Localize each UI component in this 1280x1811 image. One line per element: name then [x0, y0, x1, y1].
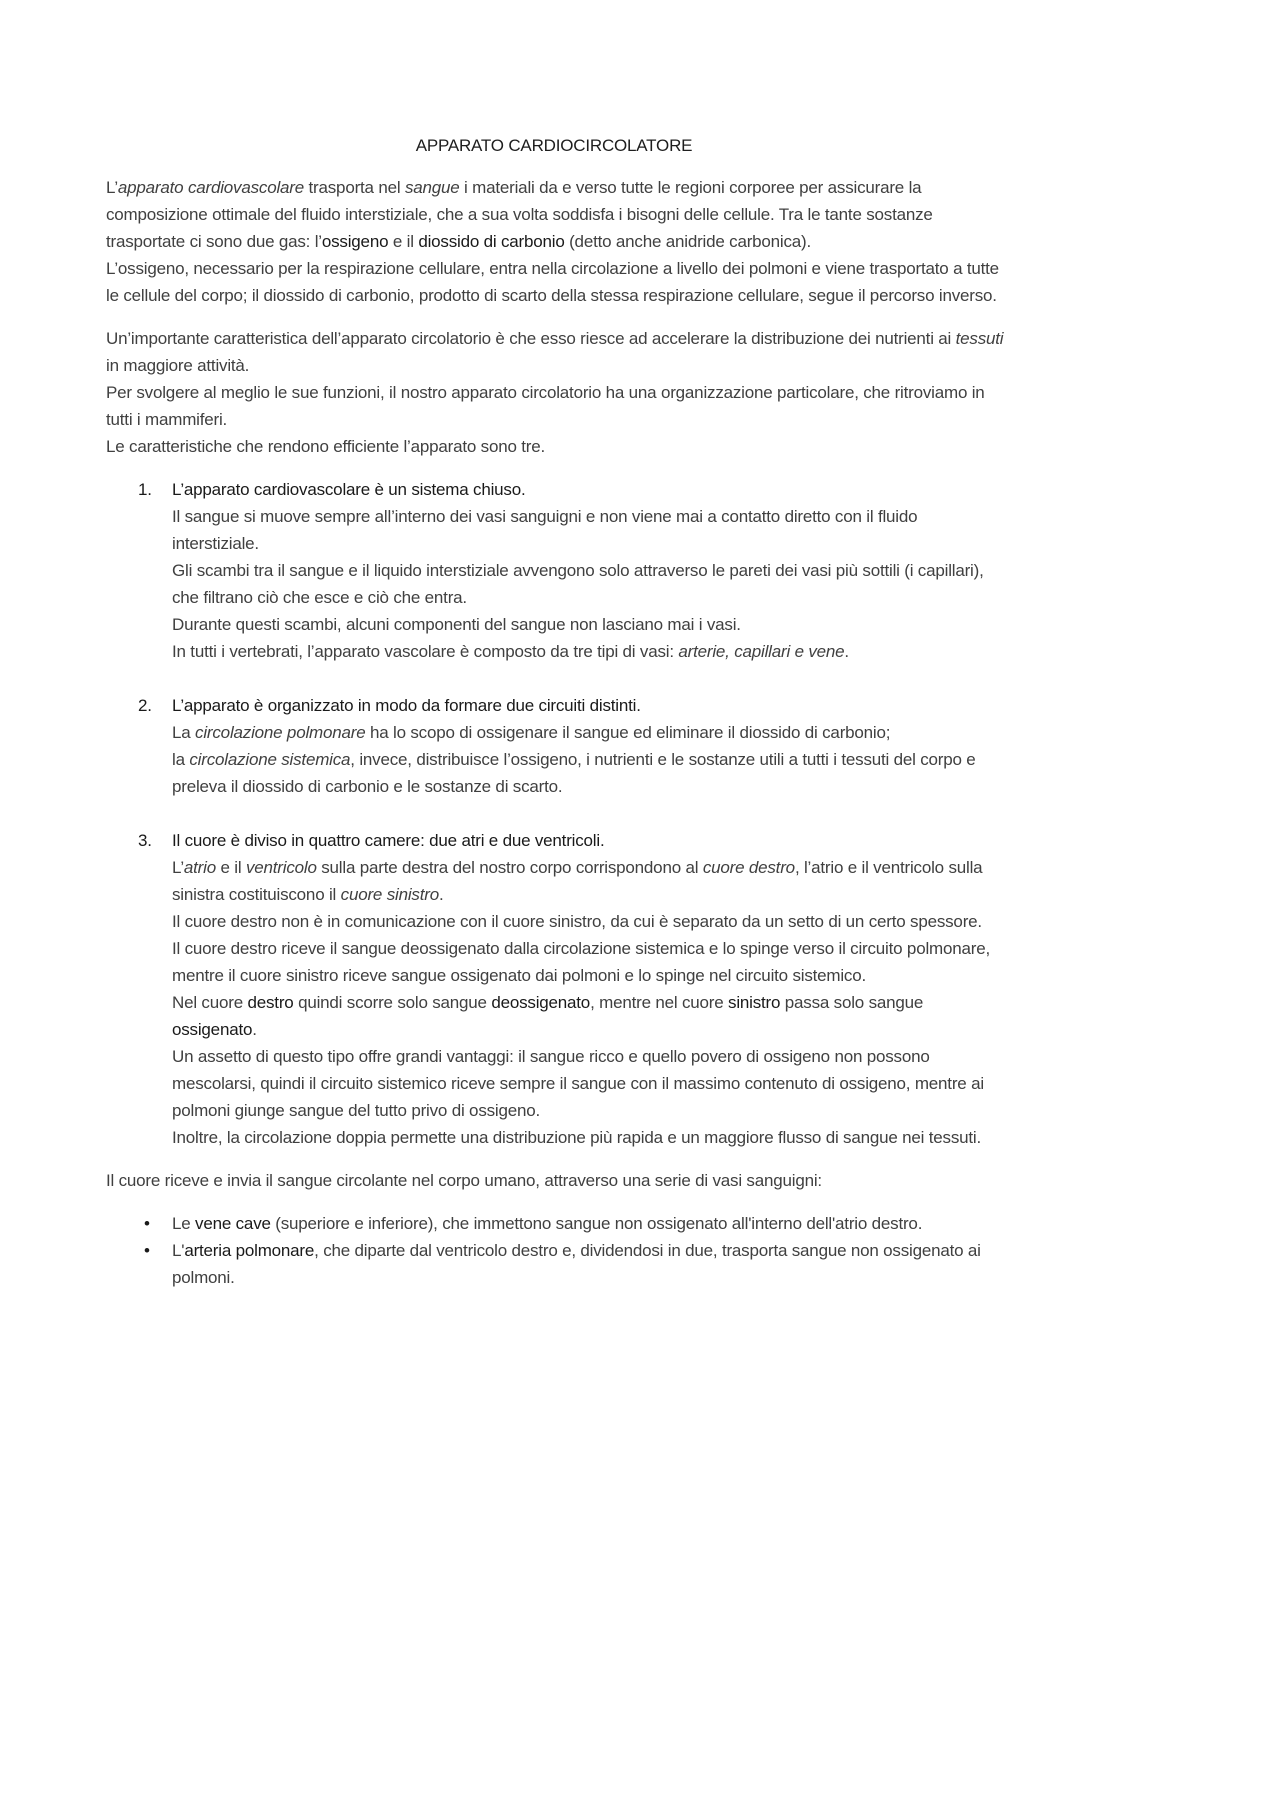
intro-paragraph-1: [106, 174, 1006, 255]
vessels-intro: Il cuore riceve e invia il sangue circolante nel corpo umano, attraverso una serie di vasi sanguigni:: [106, 1171, 822, 1190]
list-item-line: [172, 746, 1006, 800]
text-run: , mentre nel cuore: [590, 993, 729, 1012]
bold-term: ossigeno: [321, 232, 389, 251]
list-number: 1.: [138, 480, 152, 499]
bullet-list: [106, 1210, 1006, 1291]
intro-paragraph-2: L’ossigeno, necessario per la respirazione cellulare, entra nella circolazione a livello dei polmoni e viene trasportato a tutte le cellule del corpo; il diossido di carbonio, prodotto di scarto della stessa respirazione cellulare, segue il percorso inverso.: [106, 259, 999, 305]
bold-term: vene cave: [195, 1214, 271, 1233]
list-item: [106, 476, 1006, 665]
bold-term: deossigenato: [491, 993, 591, 1012]
list-number: 3.: [138, 831, 152, 850]
list-item: [106, 692, 1006, 800]
text-run: Le: [172, 1214, 196, 1233]
text-run: , l’atrio e il ventricolo sulla sinistra costituiscono il: [172, 858, 983, 904]
list-item-line: [172, 989, 1006, 1043]
italic-term: ventricolo: [245, 858, 317, 877]
bold-term: sinistro: [728, 993, 781, 1012]
bold-term: diossido di carbonio: [418, 232, 565, 251]
text-run: Nel cuore: [172, 993, 248, 1012]
text-run: sulla parte destra del nostro corpo corrispondono al: [316, 858, 703, 877]
text-run: (superiore e inferiore), che immettono sangue non ossigenato all'interno dell'atrio destro.: [270, 1214, 923, 1233]
document-title: APPARATO CARDIOCIRCOLATORE: [415, 136, 693, 155]
list-item-line: Durante questi scambi, alcuni componenti del sangue non lasciano mai i vasi.: [172, 615, 741, 634]
text-run: .: [844, 642, 849, 661]
text-run: i materiali da e verso tutte le regioni corporee per assicurare la composizione ottimale del fluido interstiziale, che a sua volta soddisfa i bisogni delle cellule. Tra le tante sostanze trasportate ci sono due gas: l’: [106, 178, 933, 251]
list-number: 2.: [138, 696, 152, 715]
list-item-line: [172, 638, 1006, 665]
text-run: ha lo scopo di ossigenare il sangue ed eliminare il diossido di carbonio;: [365, 723, 891, 742]
italic-term: cuore sinistro: [340, 885, 439, 904]
list-item: [106, 827, 1006, 1151]
italic-term: circolazione polmonare: [195, 723, 366, 742]
text-run: in maggiore attività.: [106, 356, 250, 375]
text-run: L': [172, 1241, 185, 1260]
bullet-icon: •: [144, 1214, 150, 1233]
text-run: La: [172, 723, 196, 742]
list-item-line: Gli scambi tra il sangue e il liquido interstiziale avvengono solo attraverso le pareti dei vasi più sottili (i capillari), che filtrano ciò che esce e ciò che entra.: [172, 561, 984, 607]
document-body: [106, 174, 1006, 1291]
bullet-icon: •: [144, 1241, 150, 1260]
bold-term: destro: [247, 993, 294, 1012]
bullet-item: [106, 1210, 1006, 1237]
text-run: passa solo sangue: [780, 993, 924, 1012]
text-run: L’: [172, 858, 184, 877]
list-item-line: [172, 854, 1006, 908]
bold-term: ossigenato: [172, 1020, 253, 1039]
italic-term: cuore destro: [702, 858, 795, 877]
list-item-line: [172, 719, 1006, 746]
list-item-heading: Il cuore è diviso in quattro camere: due atri e due ventricoli.: [172, 831, 605, 850]
italic-term: apparato cardiovascolare: [117, 178, 304, 197]
numbered-list: [106, 476, 1006, 1151]
list-item-line: Il sangue si muove sempre all’interno dei vasi sanguigni e non viene mai a contatto diretto con il fluido interstiziale.: [172, 507, 918, 553]
text-run: quindi scorre solo sangue: [293, 993, 492, 1012]
italic-term: atrio: [183, 858, 216, 877]
intro-paragraph-3: [106, 325, 1006, 379]
text-run: .: [252, 1020, 257, 1039]
text-run: , che diparte dal ventricolo destro e, dividendosi in due, trasporta sangue non ossigenato ai polmoni.: [172, 1241, 981, 1287]
text-run: Un’importante caratteristica dell’apparato circolatorio è che esso riesce ad accelerare la distribuzione dei nutrienti ai: [106, 329, 956, 348]
list-item-line: Un assetto di questo tipo offre grandi vantaggi: il sangue ricco e quello povero di ossigeno non possono mescolarsi, quindi il circuito sistemico riceve sempre il sangue con il massimo contenuto di ossigeno, mentre ai polmoni giunge sangue del tutto privo di ossigeno.: [172, 1047, 984, 1120]
list-item-heading: L’apparato è organizzato in modo da formare due circuiti distinti.: [172, 696, 641, 715]
list-item-line: Il cuore destro non è in comunicazione con il cuore sinistro, da cui è separato da un setto di un certo spessore.: [172, 912, 982, 931]
text-run: (detto anche anidride carbonica).: [564, 232, 812, 251]
text-run: la: [172, 750, 190, 769]
bold-term: arteria polmonare: [184, 1241, 315, 1260]
list-item-heading: L’apparato cardiovascolare è un sistema chiuso.: [172, 480, 526, 499]
bullet-item: [106, 1237, 1006, 1291]
text-run: trasporta nel: [304, 178, 405, 197]
list-item-line: Inoltre, la circolazione doppia permette una distribuzione più rapida e un maggiore flusso di sangue nei tessuti.: [172, 1128, 982, 1147]
text-run: .: [438, 885, 444, 904]
list-item-line: Il cuore destro riceve il sangue deossigenato dalla circolazione sistemica e lo spinge verso il circuito polmonare, mentre il cuore sinistro riceve sangue ossigenato dai polmoni e lo spinge nel circuito sistemico.: [172, 939, 990, 985]
intro-paragraph-4: Per svolgere al meglio le sue funzioni, il nostro apparato circolatorio ha una organizzazione particolare, che ritroviamo in tutti i mammiferi.: [106, 383, 985, 429]
italic-term: circolazione sistemica: [189, 750, 351, 769]
italic-term: arterie, capillari e vene: [678, 642, 845, 661]
text-run: e il: [388, 232, 419, 251]
text-run: L’: [106, 178, 118, 197]
text-run: , invece, distribuisce l’ossigeno, i nutrienti e le sostanze utili a tutti i tessuti del corpo e preleva il diossido di carbonio e le sostanze di scarto.: [172, 750, 976, 796]
italic-term: tessuti: [955, 329, 1004, 348]
text-run: e il: [215, 858, 246, 877]
italic-term: sangue: [404, 178, 460, 197]
text-run: In tutti i vertebrati, l’apparato vascolare è composto da tre tipi di vasi:: [172, 642, 679, 661]
intro-paragraph-5: Le caratteristiche che rendono efficiente l’apparato sono tre.: [106, 437, 546, 456]
